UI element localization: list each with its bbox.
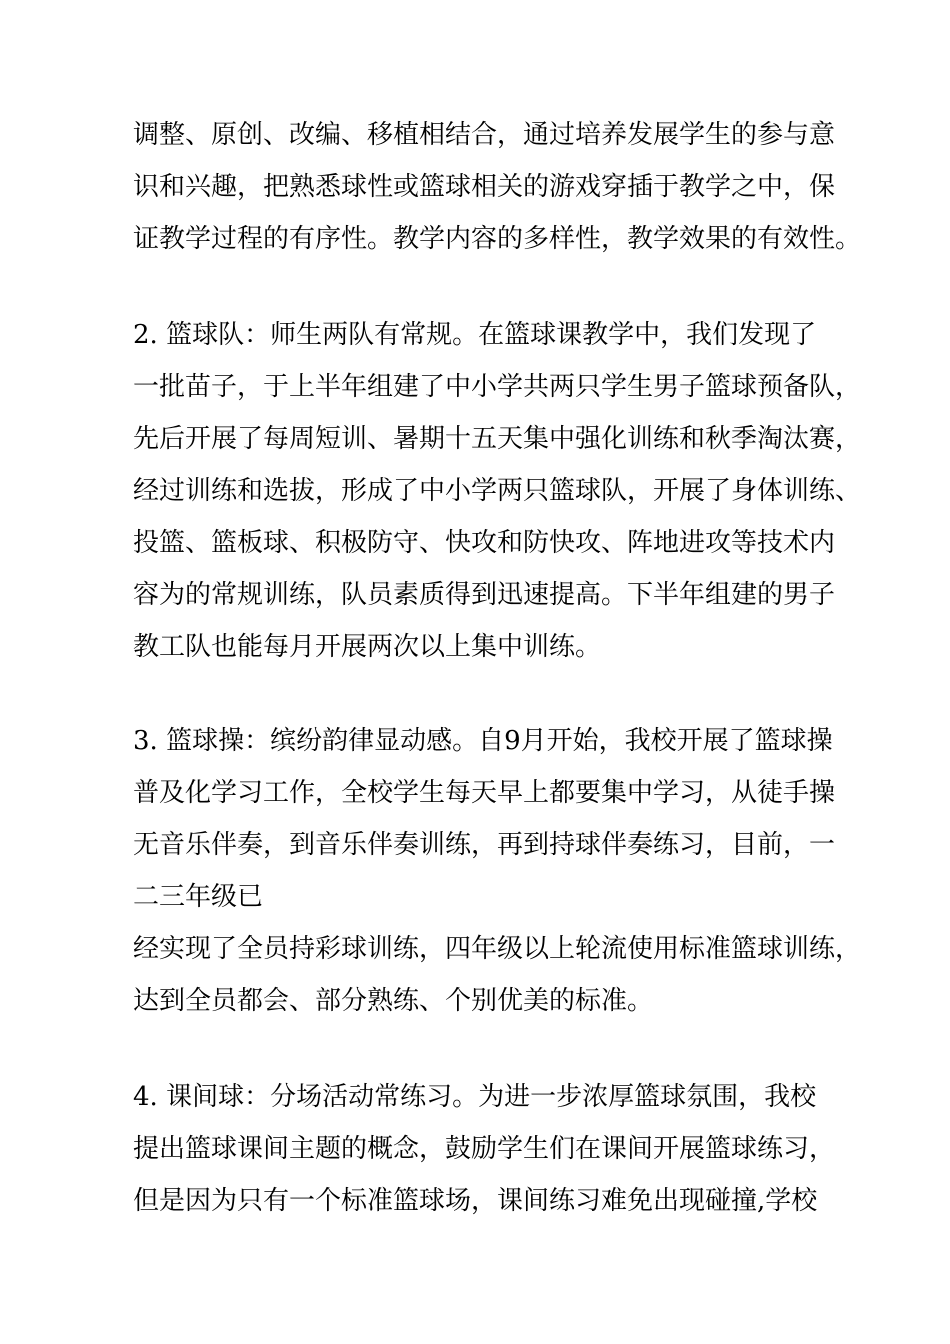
text-line: 提出篮球课间主题的概念，鼓励学生们在课间开展篮球练习， <box>133 1134 836 1164</box>
text-line: 容为的常规训练，队员素质得到迅速提高。下半年组建的男子 <box>133 580 836 610</box>
text-line: 先后开展了每周短训、暑期十五天集中强化训练和秋季淘汰赛， <box>133 424 862 454</box>
section-3-heading-line: 3. 篮球操：缤纷韵律显动感。自9月开始，我校开展了篮球操 <box>133 726 833 756</box>
text-line: 调整、原创、改编、移植相结合，通过培养发展学生的参与意 <box>133 120 836 150</box>
section-4-heading-line: 4. 课间球：分场活动常练习。为进一步浓厚篮球氛围，我校 <box>133 1082 817 1112</box>
text-line: 二三年级已 <box>133 882 264 912</box>
text-line: 投篮、篮板球、积极防守、快攻和防快攻、阵地进攻等技术内 <box>133 528 836 558</box>
text-line: 经过训练和选拔，形成了中小学两只篮球队，开展了身体训练、 <box>133 476 862 506</box>
text-line: 普及化学习工作，全校学生每天早上都要集中学习，从徒手操 <box>133 778 836 808</box>
text-line: 识和兴趣，把熟悉球性或篮球相关的游戏穿插于教学之中，保 <box>133 172 836 202</box>
text-line: 但是因为只有一个标准篮球场，课间练习难免出现碰撞,学校 <box>133 1186 818 1216</box>
section-2-heading-line: 2. 篮球队：师生两队有常规。在篮球课教学中，我们发现了 <box>133 320 817 350</box>
text-line: 经实现了全员持彩球训练，四年级以上轮流使用标准篮球训练， <box>133 934 862 964</box>
text-line: 无音乐伴奏，到音乐伴奏训练，再到持球伴奏练习，目前，一 <box>133 830 836 860</box>
text-line: 一批苗子，于上半年组建了中小学共两只学生男子篮球预备队， <box>133 372 862 402</box>
text-line: 教工队也能每月开展两次以上集中训练。 <box>133 632 602 662</box>
text-line: 证教学过程的有序性。教学内容的多样性，教学效果的有效性。 <box>133 224 862 254</box>
text-line: 达到全员都会、部分熟练、个别优美的标准。 <box>133 986 654 1016</box>
